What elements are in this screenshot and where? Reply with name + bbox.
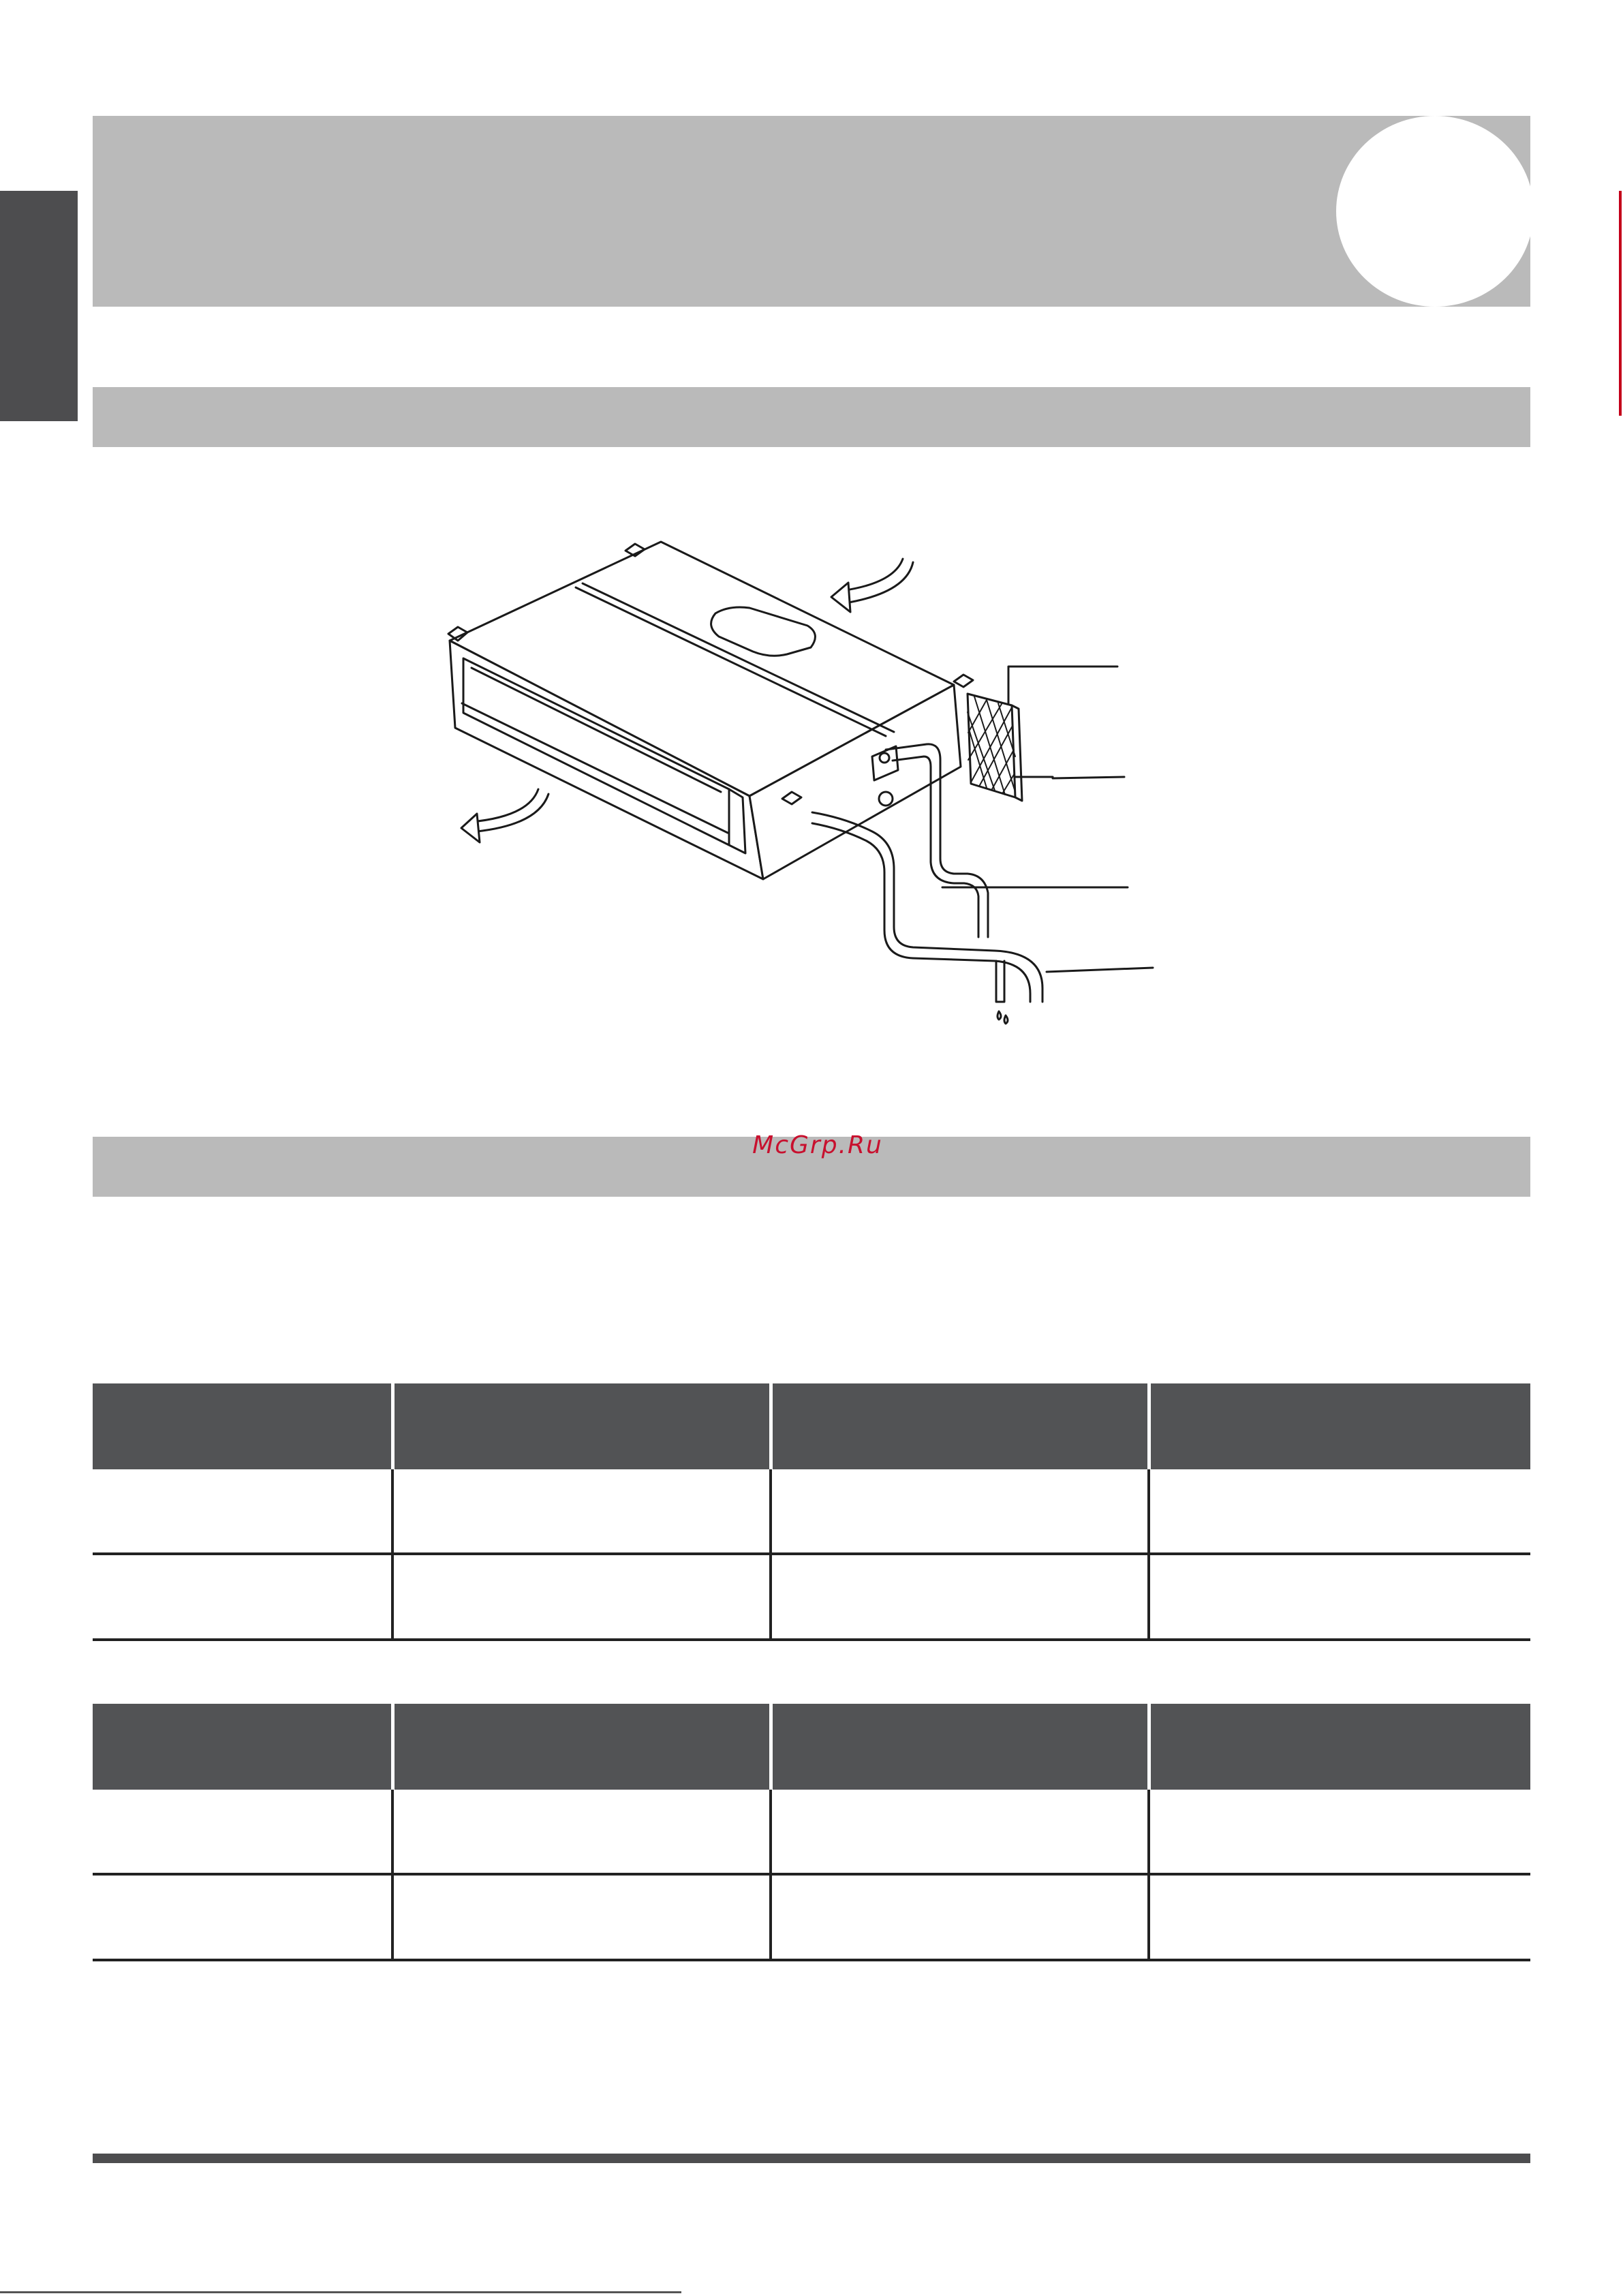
table-cell — [771, 1469, 1149, 1554]
watermark: McGrp.Ru — [752, 1131, 883, 1159]
table-header-row — [93, 1383, 1530, 1469]
table-cell — [93, 1874, 392, 1960]
table-cell — [1149, 1469, 1530, 1554]
table-row — [93, 1790, 1530, 1874]
ducted-indoor-unit-icon — [409, 525, 1186, 1056]
table-header-cell — [392, 1704, 771, 1790]
table-header-row — [93, 1704, 1530, 1790]
chapter-number-circle — [1336, 116, 1530, 307]
table-cell — [392, 1874, 771, 1960]
table-cell — [771, 1554, 1149, 1640]
table-header-cell — [771, 1383, 1149, 1469]
table-cell — [93, 1469, 392, 1554]
table-header-cell — [93, 1383, 392, 1469]
section-bar-1 — [93, 387, 1530, 447]
table-cell — [1149, 1554, 1530, 1640]
table-cell — [1149, 1790, 1530, 1874]
spec-table-2 — [93, 1704, 1530, 1961]
right-edge-marker — [1619, 191, 1622, 416]
chapter-header-band — [93, 116, 1530, 307]
table-row — [93, 1554, 1530, 1640]
table-cell — [93, 1554, 392, 1640]
table-cell — [771, 1790, 1149, 1874]
page-bottom-line — [0, 2291, 681, 2293]
table-cell — [1149, 1874, 1530, 1960]
table-cell — [392, 1469, 771, 1554]
spec-table-1 — [93, 1383, 1530, 1641]
table-header-cell — [771, 1704, 1149, 1790]
table-cell — [771, 1874, 1149, 1960]
table-header-cell — [392, 1383, 771, 1469]
table-row — [93, 1874, 1530, 1960]
table-cell — [392, 1790, 771, 1874]
table-header-cell — [1149, 1383, 1530, 1469]
table-cell — [392, 1554, 771, 1640]
table-cell — [93, 1790, 392, 1874]
table-header-cell — [93, 1704, 392, 1790]
footer-rule — [93, 2154, 1530, 2163]
table-header-cell — [1149, 1704, 1530, 1790]
table-row — [93, 1469, 1530, 1554]
side-chapter-tab — [0, 191, 78, 421]
